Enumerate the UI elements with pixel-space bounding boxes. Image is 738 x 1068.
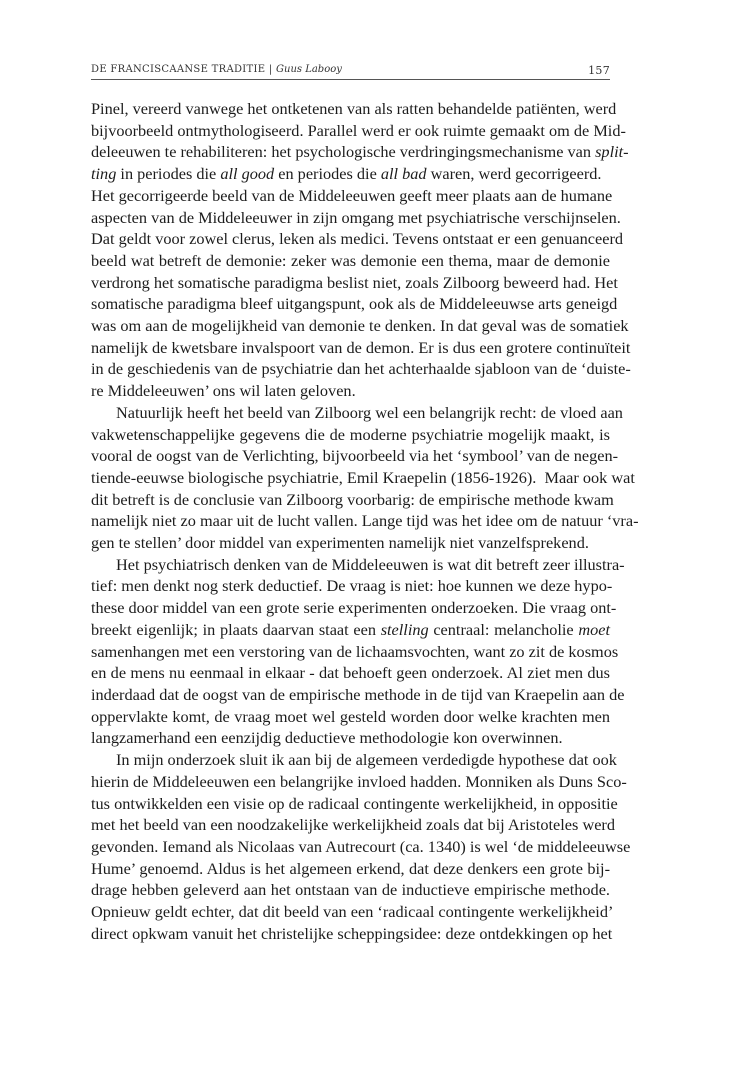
text-line: Opnieuw geldt echter, dat dit beeld van een ‘radicaal contingente werkelijkheid’ bbox=[91, 902, 614, 922]
text-line: re Middeleeuwen’ ons wil laten geloven. bbox=[91, 381, 356, 401]
text-line: Hume’ genoemd. Aldus is het algemeen erkend, dat deze denkers een grote bij- bbox=[91, 858, 610, 878]
text-line: tiende-eeuwse biologische psychiatrie, Emil Kraepelin (1856-1926). Maar ook wat bbox=[91, 467, 635, 487]
text-line: gen te stellen’ door middel van experimenten namelijk niet vanzelfsprekend. bbox=[91, 533, 589, 553]
text-line: direct opkwam vanuit het christelijke scheppingsidee: deze ontdekkingen op het bbox=[91, 923, 613, 943]
text-line: namelijk de kwetsbare invalspoort van de demon. Er is dus een grotere continuïteit bbox=[91, 337, 631, 357]
running-head-section: DE FRANCISCAANSE TRADITIE bbox=[91, 64, 266, 75]
text-line: bijvoorbeeld ontmythologiseerd. Parallel werd er ook ruimte gemaakt om de Mid- bbox=[91, 120, 626, 140]
text-line: breekt eigenlijk; in plaats daarvan staat een stelling centraal: melancholie moet bbox=[91, 619, 610, 639]
text-line: somatische paradigma bleef uitgangspunt, ook als de Middeleeuwse arts geneigd bbox=[91, 294, 618, 314]
text-line: Pinel, vereerd vanwege het ontketenen van als ratten behandelde patiënten, werd bbox=[91, 99, 617, 118]
text-line: gevonden. Iemand als Nicolaas van Autrecourt (ca. 1340) is wel ‘de middeleeuwse bbox=[91, 836, 631, 856]
text-line: samenhangen met een verstoring van de lichaamsvochten, want zo zit de kosmos bbox=[91, 641, 619, 661]
text-line: Het gecorrigeerde beeld van de Middeleeuwen geeft meer plaats aan de humane bbox=[91, 185, 613, 205]
running-head-separator: | bbox=[265, 64, 277, 75]
running-head-author: Guus Labooy bbox=[276, 64, 342, 75]
text-line: vooral de oogst van de Verlichting, bijvoorbeeld via het ‘symbool’ van de negen- bbox=[91, 446, 619, 466]
text-line: deleeuwen te rehabiliteren: het psychologische verdringingsmechanisme van split- bbox=[91, 142, 629, 162]
header-rule bbox=[91, 79, 610, 80]
text-line: inderdaad dat de oogst van de empirische methode in de tijd van Kraepelin aan de bbox=[91, 684, 625, 704]
text-line: hierin de Middeleeuwen een belangrijke invloed hadden. Monniken als Duns Sco- bbox=[91, 771, 627, 791]
text-line: drage hebben geleverd aan het ontstaan van de inductieve empirische methode. bbox=[91, 880, 610, 900]
text-line: In mijn onderzoek sluit ik aan bij de algemeen verdedigde hypothese dat ook bbox=[116, 750, 617, 770]
text-line: en de mens nu eenmaal in elkaar - dat behoeft geen onderzoek. Al ziet men dus bbox=[91, 663, 610, 683]
text-line: tief: men denkt nog sterk deductief. De vraag is niet: hoe kunnen we deze hypo- bbox=[91, 576, 613, 596]
text-line: met het beeld van een noodzakelijke werkelijkheid zoals dat bij Aristoteles werd bbox=[91, 815, 615, 835]
text-line: Het psychiatrisch denken van de Middeleeuwen is wat dit betreft zeer illustra- bbox=[116, 554, 625, 574]
running-head bbox=[91, 64, 610, 75]
text-line: tus ontwikkelden een visie op de radicaal contingente werkelijkheid, in oppositie bbox=[91, 793, 618, 813]
text-line: namelijk niet zo maar uit de lucht vallen. Lange tijd was het idee om de natuur ‘vra- bbox=[91, 511, 639, 531]
text-line: beeld wat betreft de demonie: zeker was demonie een thema, maar de demonie bbox=[91, 250, 610, 270]
text-line: langzamerhand een eenzijdig deductieve methodologie kon overwinnen. bbox=[91, 728, 563, 748]
text-line: aspecten van de Middeleeuwer in zijn omgang met psychiatrische verschijnselen. bbox=[91, 207, 621, 227]
text-line: Dat geldt voor zowel clerus, leken als medici. Tevens ontstaat er een genuanceerd bbox=[91, 229, 624, 249]
text-line: in de geschiedenis van de psychiatrie dan het achterhaalde sjabloon van de ‘duiste- bbox=[91, 359, 631, 379]
text-line: these door middel van een grote serie experimenten onderzoeken. Die vraag ont- bbox=[91, 598, 617, 618]
text-line: vakwetenschappelijke gegevens die de moderne psychiatrie mogelijk maakt, is bbox=[91, 424, 610, 444]
text-line: verdrong het somatische paradigma beslist niet, zoals Zilboorg beweerd had. Het bbox=[91, 272, 618, 292]
page-number: 157 bbox=[588, 64, 610, 77]
text-line: was om aan de mogelijkheid van demonie te denken. In dat geval was de somatiek bbox=[91, 316, 629, 336]
text-line: Natuurlijk heeft het beeld van Zilboorg wel een belangrijk recht: de vloed aan bbox=[116, 402, 623, 422]
text-line: dit betreft is de conclusie van Zilboorg voorbarig: de empirische methode kwam bbox=[91, 489, 614, 509]
body-text bbox=[91, 98, 639, 944]
text-line: oppervlakte komt, de vraag moet wel gesteld worden door welke krachten men bbox=[91, 706, 610, 726]
text-line: ting in periodes die all good en periodes die all bad waren, werd gecorrigeerd. bbox=[91, 164, 602, 184]
